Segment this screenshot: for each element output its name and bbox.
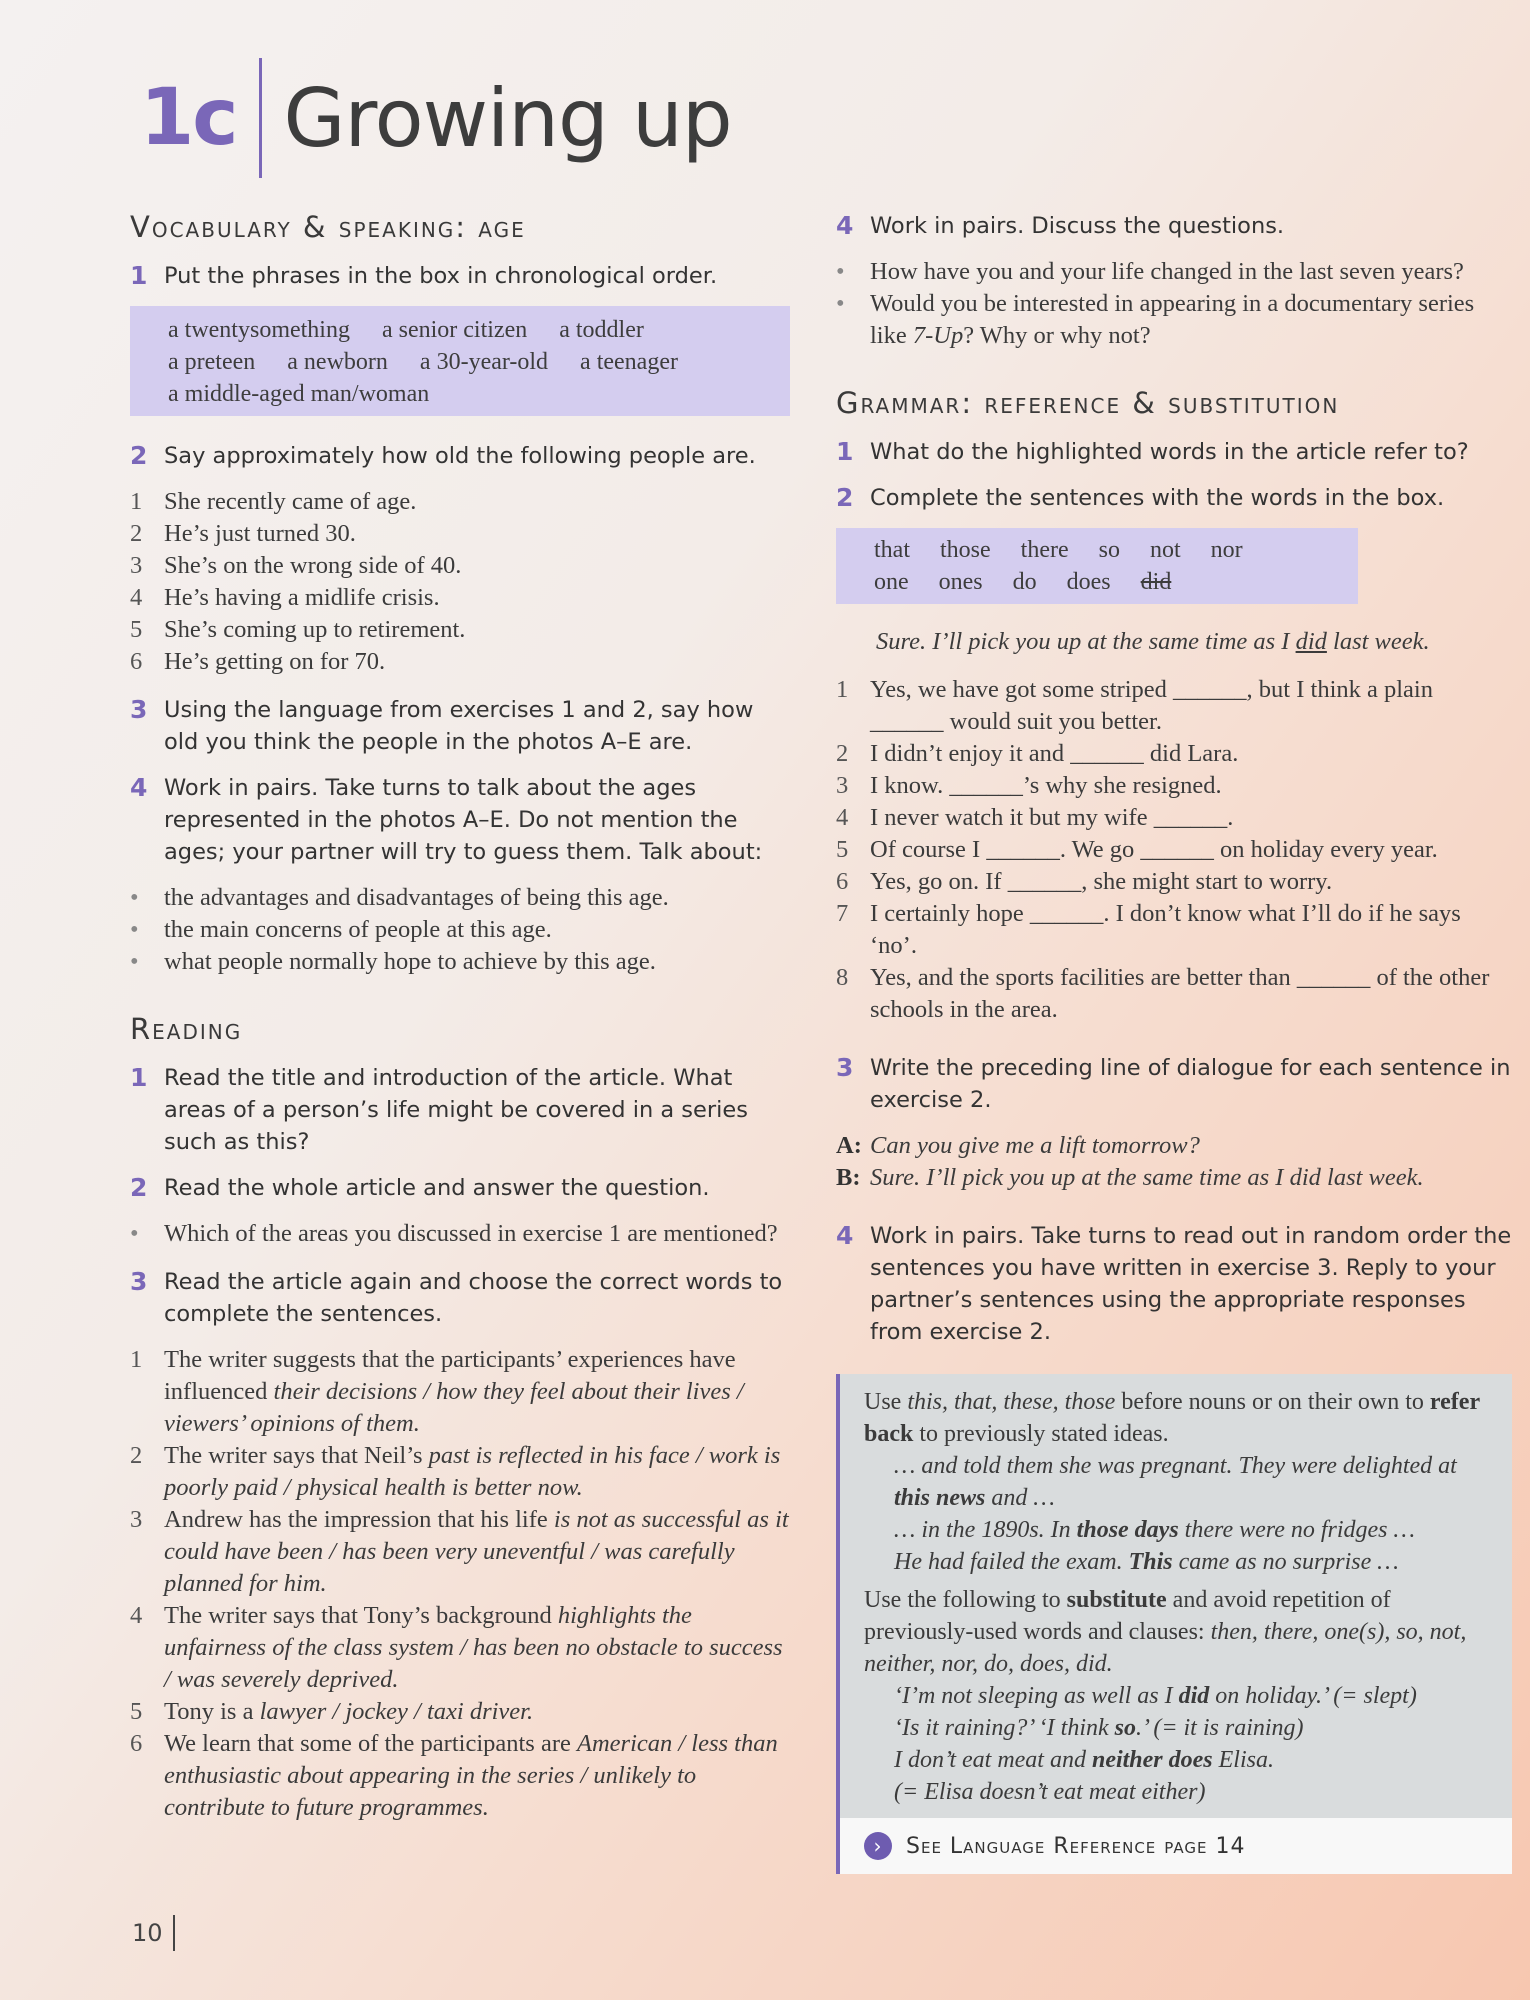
dialogue-line: B: Sure. I’ll pick you up at the same time as I did last week.	[836, 1164, 1424, 1191]
list-item: 2 I didn’t enjoy it and ______ did Lara.	[836, 740, 1239, 767]
example-sentence: Sure. I’ll pick you up at the same time as I did last week.	[876, 628, 1430, 655]
vocab-ex1: 1 Put the phrases in the box in chronological order.	[130, 261, 718, 290]
list-item: 6 Yes, go on. If ______, she might start to worry.	[836, 868, 1333, 895]
dialogue	[836, 1130, 1512, 1194]
right-column	[836, 210, 1512, 1874]
bullet-item: • the advantages and disadvantages of being this age.	[130, 884, 669, 911]
list-item: 4 I never watch it but my wife ______.	[836, 804, 1234, 831]
unit-header	[140, 56, 732, 180]
reading-ex3-list	[130, 1344, 790, 1824]
phrase-row: a twentysomething a senior citizen a toddler	[168, 317, 644, 343]
list-item: 3 She’s on the wrong side of 40.	[130, 552, 462, 579]
ex4-bullets	[130, 882, 790, 978]
list-item: 4 The writer says that Tony’s background highlights the unfairness of the class system / has been no obstacle to success / was severely deprived.	[130, 1602, 783, 1693]
list-item: 4 He’s having a midlife crisis.	[130, 584, 440, 611]
bullet-item: • How have you and your life changed in the last seven years?	[836, 258, 1464, 285]
info-example: ‘Is it raining?’ ‘I think so.’ (= it is raining)	[894, 1715, 1304, 1741]
page-number: 10	[132, 1915, 175, 1951]
reading-ex3: 3 Read the article again and choose the correct words to complete the sentences.	[130, 1267, 783, 1327]
language-reference-link[interactable]: › See Language Reference page 14	[836, 1818, 1512, 1874]
list-item: 2 He’s just turned 30.	[130, 520, 356, 547]
grammar-heading: Grammar: reference & substitution	[836, 386, 1340, 420]
word-box	[836, 528, 1358, 604]
list-item: 3 Andrew has the impression that his life is not as successful as it could have been / has been very uneventful / was carefully planned for him.	[130, 1506, 789, 1597]
list-item: 8 Yes, and the sports facilities are better than ______ of the other schools in the area.	[836, 964, 1490, 1023]
phrase-row: a preteen a newborn a 30-year-old a teenager	[168, 349, 678, 375]
bullet-item: • Would you be interested in appearing in a documentary series like 7-Up? Why or why not?	[836, 290, 1475, 349]
list-item: 7 I certainly hope ______. I don’t know what I’ll do if he says ‘no’.	[836, 900, 1461, 959]
list-item: 2 The writer says that Neil’s past is reflected in his face / work is poorly paid / physical health is better now.	[130, 1442, 781, 1501]
list-item: 1 Yes, we have got some striped ______, but I think a plain ______ would suit you better.	[836, 676, 1433, 735]
vocab-ex2: 2 Say approximately how old the following people are.	[130, 441, 756, 470]
info-para: Use the following to substitute and avoid repetition of previously-used words and clauses: then, there, one(s), so, not, neither, nor, do, does, did.	[864, 1587, 1467, 1677]
grammar-ex1: 1 What do the highlighted words in the article refer to?	[836, 437, 1469, 466]
list-item: 1 She recently came of age.	[130, 488, 417, 515]
reading-ex1: 1 Read the title and introduction of the article. What areas of a person’s life might be covered in a series such as this?	[130, 1063, 748, 1155]
left-column	[130, 210, 790, 1824]
word-row: that those there so not nor	[874, 537, 1243, 563]
reading-ex2-bullet: • Which of the areas you discussed in exercise 1 are mentioned?	[130, 1220, 778, 1247]
bullet-item: • what people normally hope to achieve by this age.	[130, 948, 656, 975]
list-item: 5 Of course I ______. We go ______ on holiday every year.	[836, 836, 1438, 863]
header-divider	[259, 58, 262, 178]
info-example: (= Elisa doesn’t eat meat either)	[894, 1779, 1206, 1805]
list-item: 3 I know. ______’s why she resigned.	[836, 772, 1222, 799]
unit-number: 1c	[140, 73, 237, 163]
grammar-info-box	[836, 1374, 1512, 1818]
list-item: 6 He’s getting on for 70.	[130, 648, 386, 675]
info-example: … in the 1890s. In those days there were no fridges …	[894, 1517, 1415, 1543]
vocab-ex3: 3 Using the language from exercises 1 and 2, say how old you think the people in the photos A–E are.	[130, 695, 754, 755]
phrase-box	[130, 306, 790, 416]
vocab-ex4-discuss: 4 Work in pairs. Discuss the questions.	[836, 211, 1285, 240]
list-item: 5 She’s coming up to retirement.	[130, 616, 466, 643]
grammar-ex4: 4 Work in pairs. Take turns to read out in random order the sentences you have written in exercise 3. Reply to your partner’s sentences using the appropriate responses from exercise 2.	[836, 1221, 1512, 1345]
info-example: He had failed the exam. This came as no surprise …	[894, 1549, 1399, 1575]
dialogue-line: A: Can you give me a lift tomorrow?	[836, 1132, 1200, 1159]
info-example: … and told them she was pregnant. They were delighted at this news and …	[894, 1453, 1457, 1511]
struck-word: did	[1140, 569, 1172, 595]
bullet-item: • the main concerns of people at this age.	[130, 916, 552, 943]
list-item: 5 Tony is a lawyer / jockey / taxi driver.	[130, 1698, 534, 1725]
reading-heading: Reading	[130, 1012, 243, 1046]
word-row: one ones do does did	[874, 566, 1338, 598]
vocab-ex4: 4 Work in pairs. Take turns to talk about the ages represented in the photos A–E. Do not mention the ages; your partner will try to guess them. Talk about:	[130, 773, 763, 865]
info-para: Use this, that, these, those before nouns or on their own to refer back to previously stated ideas.	[864, 1389, 1480, 1447]
list-item: 6 We learn that some of the participants are American / less than enthusiastic about appearing in the series / unlikely to contribute to future programmes.	[130, 1730, 778, 1821]
phrase-row: a middle-aged man/woman	[168, 381, 430, 407]
g2-list	[836, 674, 1512, 1026]
grammar-ex2: 2 Complete the sentences with the words in the box.	[836, 483, 1445, 512]
unit-title: Growing up	[283, 71, 732, 165]
chevron-right-icon: ›	[864, 1832, 892, 1860]
info-example: I don’t eat meat and neither does Elisa.	[894, 1747, 1274, 1773]
vocab-heading: Vocabulary & speaking: age	[130, 210, 526, 244]
discuss-bullets	[836, 256, 1512, 352]
list-item: 1 The writer suggests that the participants’ experiences have influenced their decisions / how they feel about their lives / viewers’ opinions of them.	[130, 1346, 744, 1437]
ex2-list	[130, 486, 790, 678]
reading-ex2: 2 Read the whole article and answer the question.	[130, 1173, 710, 1202]
info-example: ‘I’m not sleeping as well as I did on holiday.’ (= slept)	[894, 1683, 1417, 1709]
grammar-ex3: 3 Write the preceding line of dialogue for each sentence in exercise 2.	[836, 1053, 1511, 1113]
